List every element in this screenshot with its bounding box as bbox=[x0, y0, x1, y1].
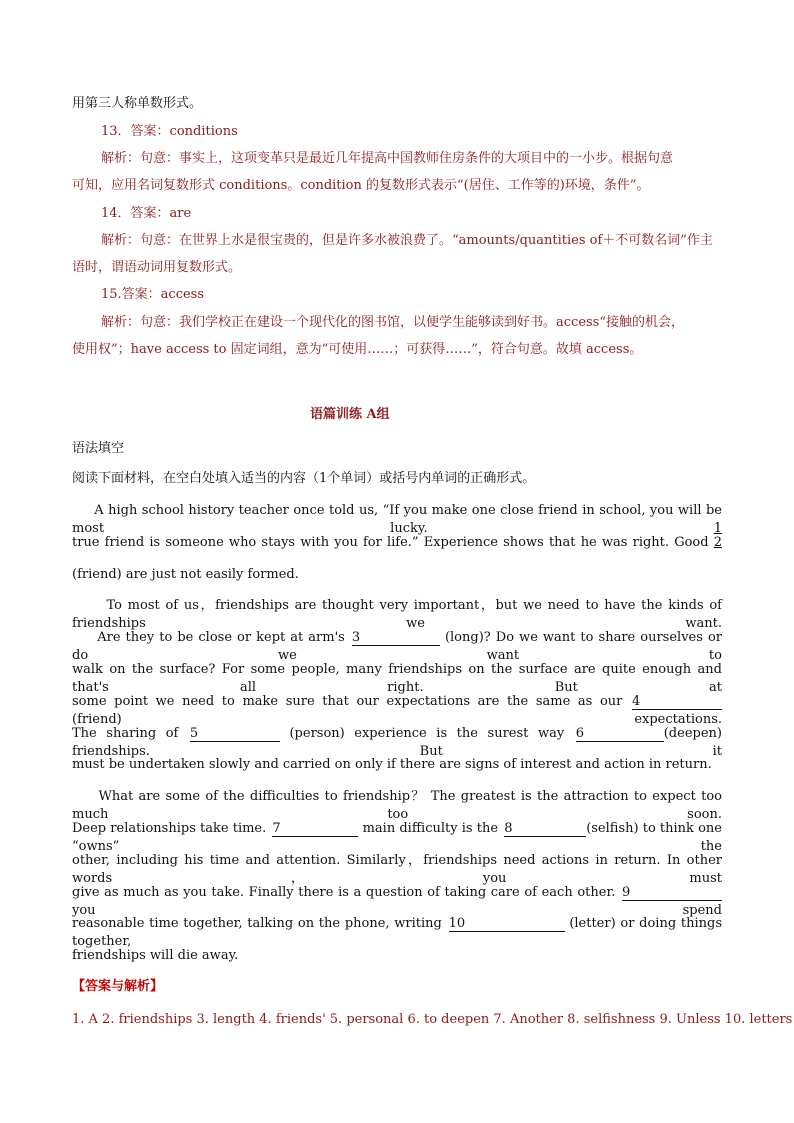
passage-line bbox=[72, 788, 722, 824]
passage-line bbox=[72, 502, 722, 538]
passage-line: walk on the surface? For some people, many friendships on the surface are quite enough and that's all right. But at bbox=[72, 662, 722, 695]
q13-explanation-1: 解析：句意：事实上，这项变革只是最近几年提高中国教师住房条件的大项目中的一小步。根据句意 bbox=[101, 151, 674, 166]
passage-line bbox=[72, 534, 722, 552]
section-instruction: 阅读下面材料，在空白处填入适当的内容（1个单词）或括号内单词的正确形式。 bbox=[72, 471, 536, 486]
blank-number: 8 bbox=[504, 821, 513, 836]
passage-text: (letter) or doing things together, bbox=[72, 916, 722, 949]
passage-text: The sharing of bbox=[72, 726, 179, 741]
passage-text: A high school history teacher once told us, “If you make one close friend in school, you will be most lucky. bbox=[72, 503, 722, 536]
passage-text: To most of us，friendships are thought very important，but we need to have the kinds of friendships we want. bbox=[72, 598, 722, 631]
passage-text: you spend bbox=[72, 903, 722, 918]
blank-number: 3 bbox=[351, 630, 361, 645]
blank-8[interactable] bbox=[504, 822, 586, 837]
passage-text: reasonable time together, talking on the phone, writing bbox=[72, 916, 442, 931]
blank-number: 5 bbox=[189, 726, 199, 741]
passage-line bbox=[72, 915, 722, 951]
explanation-line: 用第三人称单数形式。 bbox=[72, 96, 203, 111]
q14-answer: 14．答案：are bbox=[101, 206, 192, 221]
blank-5[interactable] bbox=[190, 727, 280, 742]
blank-number: 9 bbox=[622, 885, 631, 900]
q15-explanation-1: 解析：句意：我们学校正在建设一个现代化的图书馆，以便学生能够读到好书。access“接触的机会， bbox=[101, 315, 684, 330]
passage-text: give as much as you take. Finally there is a question of taking care of each other. bbox=[72, 885, 616, 900]
blank-9[interactable] bbox=[622, 886, 722, 901]
passage-line: friendships will die away. bbox=[72, 948, 239, 963]
passage-text: true friend is someone who stays with you for life.” Experience shows that he was right. Good bbox=[72, 535, 709, 550]
q13-explanation-2: 可知，应用名词复数形式 conditions。condition 的复数形式表示“(居住、工作等的)环境，条件”。 bbox=[72, 178, 650, 193]
blank-number: 6 bbox=[575, 726, 585, 741]
passage-line bbox=[72, 693, 722, 729]
passage-text: (person) experience is the surest way bbox=[289, 726, 565, 741]
blank-3[interactable] bbox=[352, 631, 440, 646]
passage-text: (friend) expectations. bbox=[72, 712, 722, 727]
passage-text: Deep relationships take time. bbox=[72, 821, 267, 836]
passage-text: (selfish) to think one “owns” the bbox=[72, 821, 722, 854]
q13-answer: 13．答案：conditions bbox=[101, 124, 238, 139]
passage-text: main difficulty is the bbox=[362, 821, 499, 836]
blank-number: 4 bbox=[632, 694, 641, 709]
passage-text: Are they to be close or kept at arm's bbox=[97, 630, 345, 645]
passage-line bbox=[72, 629, 722, 665]
passage-line bbox=[72, 820, 722, 856]
section-subtitle: 语法填空 bbox=[72, 441, 125, 456]
blank-number: 10 bbox=[448, 916, 466, 931]
q15-answer: 15.答案：access bbox=[101, 287, 205, 302]
answer-key: 1. A 2. friendships 3. length 4. friends' 5. personal 6. to deepen 7. Another 8. selfishness 9. Unless 10. letters bbox=[72, 1012, 793, 1027]
blank-4[interactable] bbox=[632, 695, 722, 710]
blank-6[interactable] bbox=[576, 727, 664, 742]
passage-text: What are some of the difficulties to friendship？ The greatest is the attraction to expect too much too soon. bbox=[72, 789, 722, 822]
blank-7[interactable] bbox=[272, 822, 358, 837]
section-title: 语篇训练 A组 bbox=[310, 407, 390, 422]
q15-explanation-2: 使用权”；have access to 固定词组，意为“可使用……；可获得……”，符合句意。故填 access。 bbox=[72, 342, 643, 357]
answer-header: 【答案与解析】 bbox=[72, 979, 164, 994]
blank-number: 7 bbox=[272, 821, 281, 836]
passage-line: (friend) are just not easily formed. bbox=[72, 567, 299, 582]
q14-explanation-2: 语时，谓语动词用复数形式。 bbox=[72, 260, 242, 275]
passage-line: must be undertaken slowly and carried on only if there are signs of interest and action in return. bbox=[72, 757, 712, 772]
passage-line bbox=[72, 597, 722, 633]
passage-text: (deepen) friendships. But it bbox=[72, 726, 722, 759]
blank-2[interactable]: 2 bbox=[713, 535, 722, 550]
passage-line: other, including his time and attention. Similarly，friendships need actions in return. In other words，you must bbox=[72, 853, 722, 886]
q14-explanation-1: 解析：句意：在世界上水是很宝贵的，但是许多水被浪费了。“amounts/quantities of＋不可数名词”作主 bbox=[101, 233, 713, 248]
blank-1[interactable]: 1 bbox=[713, 521, 722, 536]
passage-text: (long)? Do we want to share ourselves or do we want to bbox=[72, 630, 722, 663]
passage-text: some point we need to make sure that our expectations are the same as our bbox=[72, 694, 623, 709]
blank-10[interactable] bbox=[449, 917, 565, 932]
